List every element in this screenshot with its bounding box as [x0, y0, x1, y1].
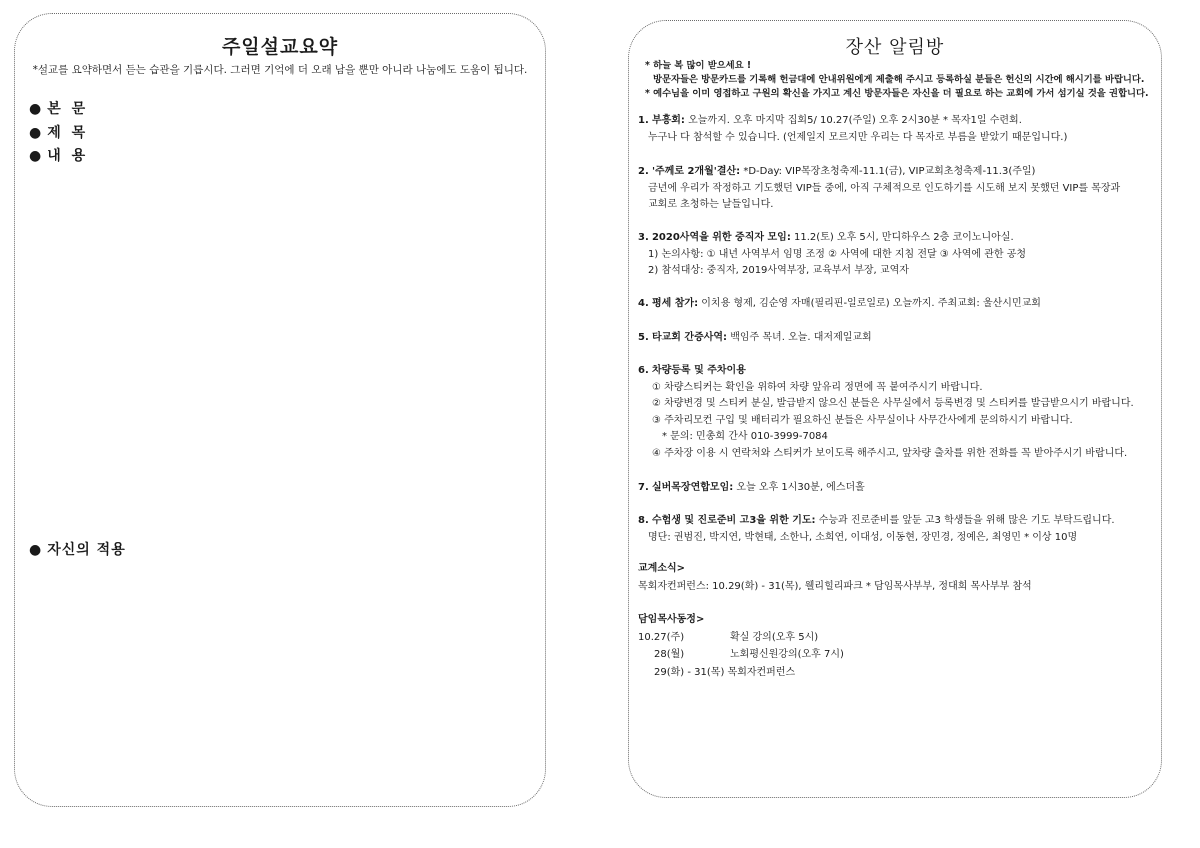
visitor-notes	[645, 59, 1155, 101]
announcement-number: 7.	[638, 482, 649, 493]
bullet-title	[29, 122, 88, 142]
visitor-note: 방문자들은 방문카드를 기록해 헌금대에 안내위원에게 제출해 주시고 등록하실 분들은 헌신의 시간에 해시기를 바랍니다.	[653, 74, 1145, 85]
bullet-icon: ●	[29, 542, 42, 558]
announcement-heading: '주께로 2개월'결산:	[651, 166, 741, 177]
announcement-number: 4.	[638, 298, 649, 309]
announcement-detail: 명단: 권범진, 박지연, 박현태, 소한나, 소희연, 이대성, 이동현, 장민경, 정예은, 최영민 * 이상 10명	[648, 531, 1078, 543]
announcement-detail: * 문의: 민총희 간사 010-3999-7084	[662, 431, 828, 442]
announcement-number: 1.	[638, 115, 649, 126]
bullet-scripture	[29, 98, 88, 118]
announcement-heading: 차량등록 및 주차이용	[651, 365, 746, 376]
bullet-icon: ●	[29, 125, 42, 141]
announcement-item	[638, 513, 1156, 546]
schedule-row	[638, 629, 844, 647]
announcement-item	[638, 230, 1156, 280]
announcement-number: 6.	[638, 365, 649, 376]
announcement-text: 오늘까지. 오후 마지막 집회5/ 10.27(주일) 오후 2시30분 * 목자1일 수련회.	[684, 115, 1022, 126]
schedule-event: 노회평신원강의(오후 7시)	[730, 649, 844, 660]
announcement-detail: ② 차량변경 및 스티커 분실, 발급받지 않으신 분들은 사무실에서 등록변경 및 스티커를 발급받으시기 바랍니다.	[652, 398, 1134, 409]
pastor-schedule-section	[638, 611, 1138, 681]
announcement-text: *D-Day: VIP목장초청축제-11.1(금), VIP교회초청축제-11.3(주일)	[740, 166, 1036, 177]
bullet-label-content: 내 용	[47, 148, 89, 164]
bullet-application	[29, 539, 126, 559]
schedule-date: 29(화) - 31(목)	[654, 666, 725, 678]
bullet-label-application: 자신의 적용	[47, 542, 126, 558]
sermon-summary-instruction: *설교를 요약하면서 듣는 습관을 기릅시다. 그러면 기억에 더 오래 남을 뿐만 아니라 나눔에도 도움이 됩니다.	[32, 64, 528, 76]
announcement-item	[638, 363, 1156, 462]
announcement-text: 수능과 진로준비를 앞둔 고3 학생들을 위해 많은 기도 부탁드립니다.	[815, 515, 1115, 526]
bullet-label-title: 제 목	[47, 125, 89, 141]
announcement-heading: 부흥회:	[651, 115, 685, 126]
church-news-heading: 교계소식>	[638, 563, 686, 574]
announcement-number: 8.	[638, 515, 649, 526]
pastor-schedule-table	[638, 629, 844, 664]
bullet-icon: ●	[29, 148, 42, 164]
schedule-row	[638, 664, 1138, 682]
announcement-text: 11.2(토) 오후 5시, 만디하우스 2층 코이노니아실.	[790, 232, 1014, 243]
announcement-item	[638, 164, 1156, 214]
announcement-detail: 교회로 초청하는 날들입니다.	[648, 199, 774, 210]
announcement-item	[638, 330, 1156, 347]
church-news-section	[638, 560, 1138, 595]
announcement-heading: 2020사역을 위한 중직자 모임:	[651, 232, 791, 243]
announcement-text: 백임주 목녀. 오늘. 대저제일교회	[727, 332, 872, 343]
announcement-heading: 실버목장연합모임:	[651, 482, 734, 493]
announcement-detail: 1) 논의사항: ① 내년 사역부서 임명 조정 ② 사역에 대한 지침 전달 ③ 사역에 관한 공청	[648, 248, 1027, 260]
announcement-item	[638, 296, 1156, 313]
announcement-detail: 금년에 우리가 작정하고 기도했던 VIP들 중에, 아직 구체적으로 인도하기를 시도해 보지 못했던 VIP를 목장과	[648, 182, 1121, 194]
church-news-text: 목회자컨퍼런스: 10.29(화) - 31(목), 웰리힐리파크 * 담임목사부부, 정대희 목사부부 참석	[638, 580, 1032, 592]
announcement-number: 5.	[638, 332, 649, 343]
announcement-detail: ④ 주차장 이용 시 연락처와 스티커가 보이도록 해주시고, 앞차량 출차를 위한 전화를 꼭 받아주시기 바랍니다.	[652, 447, 1128, 459]
schedule-event: 목회자컨퍼런스	[727, 666, 796, 678]
bullet-icon: ●	[29, 101, 42, 117]
visitor-note: * 예수님을 이미 영접하고 구원의 확신을 가지고 계신 방문자들은 자신을 더 필요로 하는 교회에 가서 섬기실 것을 권합니다.	[645, 88, 1149, 99]
announcement-heading: 수험생 및 진로준비 고3을 위한 기도:	[651, 515, 816, 526]
sermon-summary-title: 주일설교요약	[221, 36, 339, 58]
schedule-row	[638, 646, 844, 664]
schedule-date: 28(월)	[654, 649, 685, 660]
visitor-note: * 하늘 복 많이 받으세요 !	[645, 60, 752, 71]
announcement-item	[638, 113, 1156, 146]
bullet-label-scripture: 본 문	[47, 101, 89, 117]
announcement-heading: 타교회 간증사역:	[651, 332, 728, 343]
bullet-content	[29, 145, 88, 165]
sermon-summary-panel	[14, 13, 546, 807]
announcement-detail: ③ 주차리모컨 구입 및 배터리가 필요하신 분들은 사무실이나 사무간사에게 문의하시기 바랍니다.	[652, 414, 1073, 426]
schedule-event: 확실 강의(오후 5시)	[730, 631, 819, 643]
announcement-heading: 평세 참가:	[651, 298, 699, 309]
announcement-text: 이치용 형제, 김순영 자매(필리핀-일로일로) 오늘까지. 주최교회: 울산시민교회	[698, 298, 1041, 309]
announcement-text: 오늘 오후 1시30분, 에스더홀	[733, 482, 865, 493]
announcement-detail: 2) 참석대상: 중직자, 2019사역부장, 교육부서 부장, 교역자	[648, 265, 909, 276]
announcements-title: 장산 알림방	[845, 37, 945, 58]
announcement-number: 3.	[638, 232, 649, 243]
announcement-detail: 누구나 다 참석할 수 있습니다. (언제일지 모르지만 우리는 다 목자로 부름을 받았기 때문입니다.)	[648, 131, 1068, 143]
pastor-schedule-heading: 담임목사동정>	[638, 614, 705, 625]
announcement-number: 2.	[638, 166, 649, 177]
announcements-panel	[628, 20, 1162, 798]
announcement-item	[638, 480, 1156, 497]
schedule-date: 10.27(주)	[638, 631, 685, 643]
announcement-detail: ① 차량스티커는 확인을 위하여 차량 앞유리 정면에 꼭 붙여주시기 바랍니다.	[652, 381, 983, 393]
